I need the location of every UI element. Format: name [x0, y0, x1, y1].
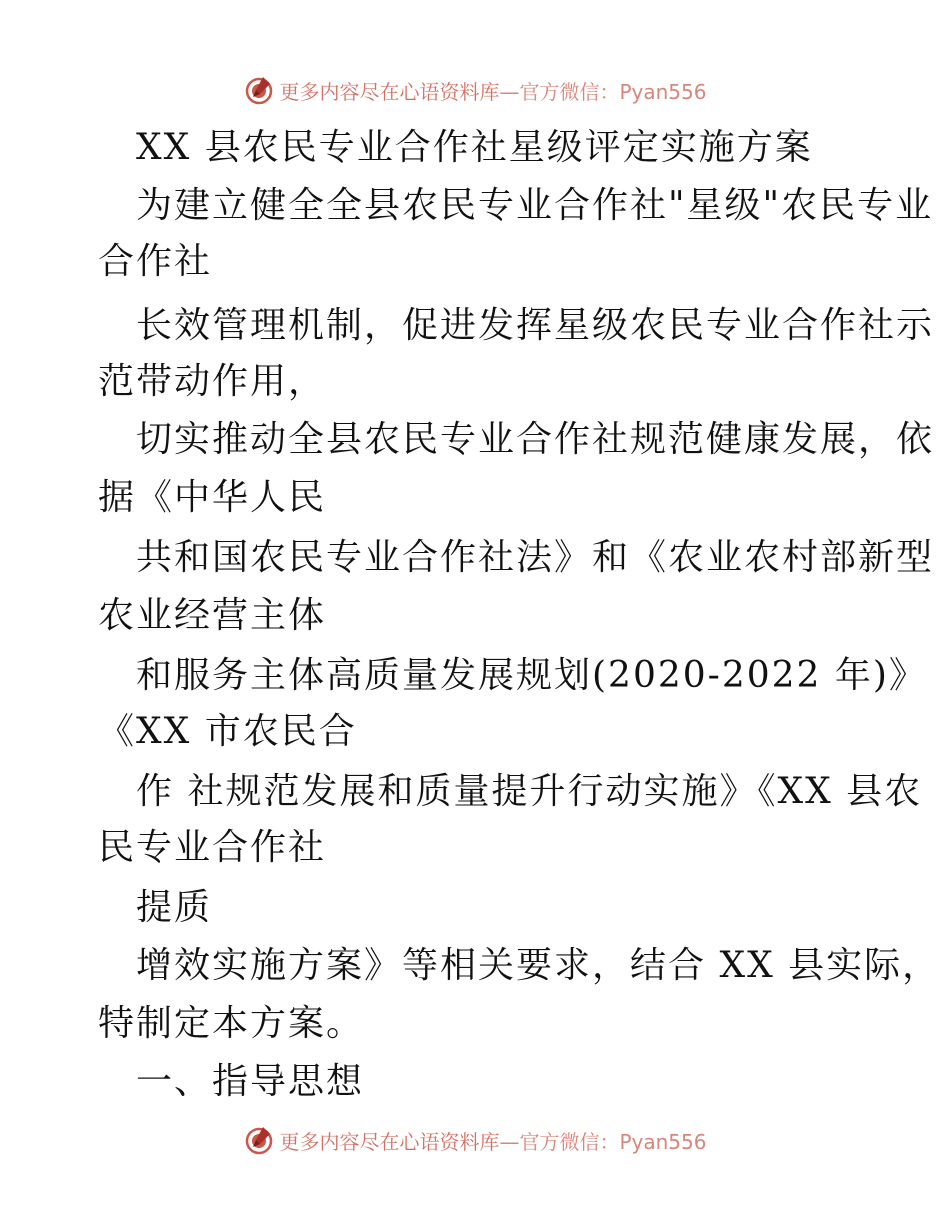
paragraph-line: 提质: [136, 887, 213, 928]
section-heading: 一、指导思想: [136, 1061, 365, 1102]
paragraph-line: 合作社: [98, 241, 213, 282]
paragraph-line: 《XX 市农民合: [98, 711, 357, 752]
paragraph-line: 据《中华人民: [98, 477, 327, 518]
paragraph-line: 范带动作用，: [98, 361, 327, 402]
footer-watermark-banner: [0, 1120, 950, 1160]
banner-separator: —: [499, 1129, 520, 1154]
paragraph-line: 和服务主体高质量发展规划(2020-2022 年)》: [136, 655, 927, 696]
paragraph-line: 为建立健全全县农民专业合作社"星级"农民专业: [136, 185, 934, 226]
feather-pen-icon: [243, 1124, 275, 1156]
feather-pen-icon: [243, 74, 275, 106]
banner-wechat-text: 官方微信：Pyan556: [519, 1129, 707, 1154]
banner-brand-text: 更多内容尽在心语资料库: [279, 1129, 500, 1154]
paragraph-line: 农业经营主体: [98, 595, 327, 636]
paragraph-line: 特制定本方案。: [98, 1003, 365, 1044]
paragraph-line: 切实推动全县农民专业合作社规范健康发展，依: [136, 419, 935, 460]
paragraph-line: 共和国农民专业合作社法》和《农业农村部新型: [136, 537, 935, 578]
banner-separator: —: [499, 79, 520, 104]
paragraph-line: 长效管理机制，促进发挥星级农民专业合作社示: [136, 305, 935, 346]
banner-brand-text: 更多内容尽在心语资料库: [279, 79, 500, 104]
paragraph-line: 增效实施方案》等相关要求，结合 XX 县实际，: [136, 945, 941, 986]
header-watermark-banner: [0, 70, 950, 110]
banner-wechat-text: 官方微信：Pyan556: [519, 79, 707, 104]
document-title: XX 县农民专业合作社星级评定实施方案: [136, 127, 813, 168]
paragraph-line: 作 社规范发展和质量提升行动实施》《XX 县农: [136, 771, 923, 812]
paragraph-line: 民专业合作社: [98, 827, 327, 868]
